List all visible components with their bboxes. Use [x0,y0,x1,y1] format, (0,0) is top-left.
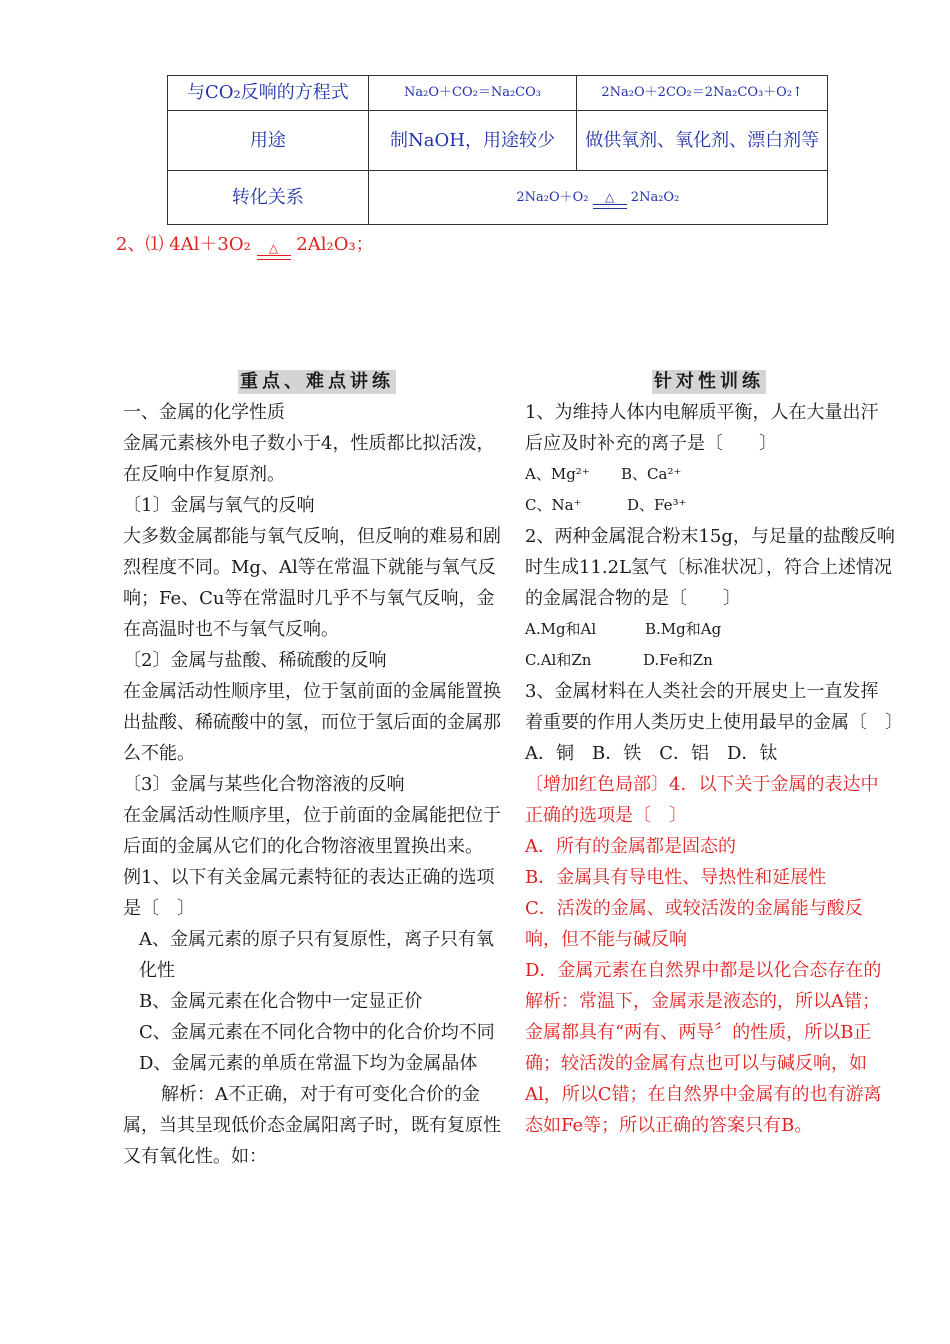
question-4: 〔增加红色局部〕4．以下关于金属的表达中正确的选项是〔 〕 [525,774,879,826]
heat-condition-symbol: △ [268,241,279,255]
q4-option-a: A．所有的金属都是固态的 [525,836,736,857]
eq2-suffix: 2Al₂O₃； [296,234,374,255]
q1-option-c: C、Na⁺ [525,496,582,514]
analysis [123,1079,508,1172]
question-1: 1、为维持人体内电解质平衡，人在大量出汗后应及时补充的离子是〔 〕 [525,402,879,454]
q1-options-row1 [525,459,895,490]
subheading-solution: 〔3〕金属与某些化合物溶液的反响 [123,774,405,795]
analysis-text: 解析：A不正确，对于有可变化合价的金属，当其呈现低价态金属阳离子时，既有复原性又有氧化性。如： [123,1084,501,1167]
table-row [168,171,828,225]
q4-option-c: C．活泼的金属、或较活泼的金属能与酸反响，但不能与碱反响 [525,898,863,950]
paragraph: 大多数金属都能与氧气反响，但反响的难易和剧烈程度不同。Mg、Al等在常温下就能与氧气反响；Fe、Cu等在常温时几乎不与氧气反响，金在高温时也不与氧气反响。 [123,526,501,640]
q1-options-row2 [525,490,895,521]
q3-options: A．铜 B．铁 C．铝 D．钛 [525,743,778,764]
option-a: A、金属元素的原子只有复原性，离子只有氧化性 [139,929,494,981]
right-section-header: 针对性训练 [654,371,764,392]
example-question: 例1、以下有关金属元素特征的表达正确的选项是〔 〕 [123,867,495,919]
conversion-eq-left: 2Na₂O＋O₂ [516,189,589,205]
paragraph: 在金属活动性顺序里，位于前面的金属能把位于后面的金属从它们的化合物溶液里置换出来。 [123,805,501,857]
section-title: 一、金属的化学性质 [123,402,285,423]
heat-condition-symbol: △ [605,189,615,204]
co2-reaction-label: 与CO₂反响的方程式 [168,76,369,111]
conversion-label: 转化关系 [168,171,369,225]
option-b: B、金属元素在化合物中一定显正价 [139,991,423,1012]
option-d: D、金属元素的单质在常温下均为金属晶体 [139,1053,478,1074]
na2o2-usage: 做供氧剂、氧化剂、漂白剂等 [577,111,828,171]
q1-option-a: A、Mg²⁺ [525,465,590,483]
subheading-oxygen: 〔1〕金属与氧气的反响 [123,495,315,516]
q2-option-c: C.Al和Zn [525,651,592,669]
question-2: 2、两种金属混合粉末15g，与足量的盐酸反响时生成11.2L氢气〔标准状况〕，符合上述情况的金属混合物的是〔 〕 [525,526,895,609]
q1-option-b: B、Ca²⁺ [621,465,682,483]
oxide-comparison-table [167,75,828,225]
conversion-eq-right: 2Na₂O₂ [630,189,680,205]
q2-option-d: D.Fe和Zn [643,651,713,669]
conversion-equation [368,171,827,225]
option-c: C、金属元素在不同化合物中的化合价均不同 [139,1022,495,1043]
question-3: 3、金属材料在人类社会的开展史上一直发挥着重要的作用人类历史上使用最早的金属〔 〕 [525,681,903,733]
left-section-header: 重点、难点讲练 [240,371,394,392]
q2-options-row1 [525,614,895,645]
q4-option-d: D．金属元素在自然界中都是以化合态存在的 [525,960,882,981]
q4-option-b: B．金属具有导电性、导热性和延展性 [525,867,827,888]
usage-label: 用途 [168,111,369,171]
q1-option-d: D、Fe³⁺ [627,496,687,514]
na2o-usage: 制NaOH，用途较少 [368,111,577,171]
na2o-co2-equation: Na₂O＋CO₂＝Na₂CO₃ [368,76,577,111]
q4-analysis: 解析：常温下，金属汞是液态的，所以A错；金属都具有“两有、两导〞的性质，所以B正确；较活泼的金属有点也可以与碱反响，如Al，所以C错；在自然界中金属有的也有游离态如Fe等；所以正确的答案只有B。 [525,991,882,1136]
right-column [525,397,903,1141]
left-column [123,397,508,1172]
q2-options-row2 [525,645,895,676]
table-row [168,111,828,171]
eq2-prefix: 2、⑴ 4Al＋3O₂ [116,234,251,255]
na2o2-co2-equation: 2Na₂O＋2CO₂＝2Na₂CO₃＋O₂↑ [577,76,828,111]
paragraph: 金属元素核外电子数小于4，性质都比拟活泼，在反响中作复原剂。 [123,433,495,485]
q2-option-b: B.Mg和Ag [645,620,722,638]
subheading-acid: 〔2〕金属与盐酸、稀硫酸的反响 [123,650,387,671]
al-oxidation-equation [116,230,374,260]
q2-option-a: A.Mg和Al [525,620,597,638]
paragraph: 在金属活动性顺序里，位于氢前面的金属能置换出盐酸、稀硫酸中的氢，而位于氢后面的金属那么不能。 [123,681,501,764]
table-row [168,76,828,111]
